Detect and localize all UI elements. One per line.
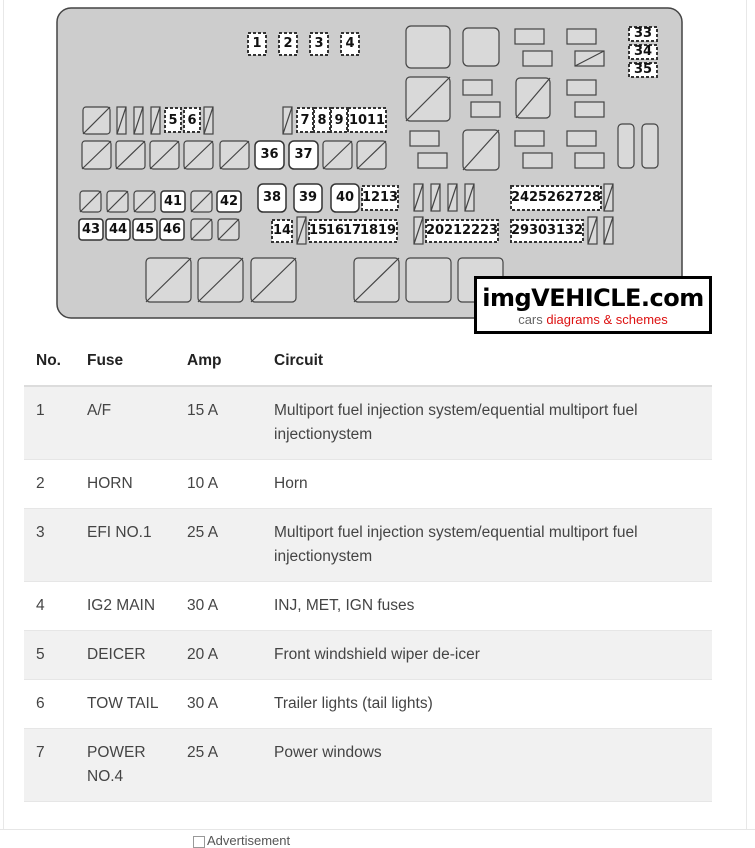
fuse-label-38: 38 <box>262 190 282 205</box>
fuse-label-20: 20 <box>426 223 445 238</box>
cell-circuit: INJ, MET, IGN fuses <box>262 582 712 631</box>
fuse-label-18: 18 <box>360 223 379 238</box>
cell-amp: 30 A <box>175 680 262 729</box>
cell-fuse: EFI NO.1 <box>75 509 175 582</box>
cell-amp: 20 A <box>175 631 262 680</box>
header-fuse: Fuse <box>75 337 175 386</box>
fuse-label-13: 13 <box>380 190 399 205</box>
fuse-label-2: 2 <box>283 36 293 51</box>
logo-title: imgVEHICLE.com <box>482 284 704 312</box>
table-row <box>24 509 712 582</box>
fuse-label-24: 24 <box>511 190 530 205</box>
logo-subtitle-cars: cars <box>518 312 543 327</box>
fuse-label-37: 37 <box>294 147 313 162</box>
cell-amp: 10 A <box>175 460 262 509</box>
fuse-label-23: 23 <box>480 223 499 238</box>
cell-amp: 25 A <box>175 729 262 802</box>
fuse-label-15: 15 <box>309 223 328 238</box>
fuse-label-31: 31 <box>547 223 566 238</box>
fuse-label-22: 22 <box>462 223 481 238</box>
table-row <box>24 680 712 729</box>
fuse-label-25: 25 <box>529 190 548 205</box>
advertisement-placeholder[interactable] <box>193 833 290 848</box>
fuse-label-8: 8 <box>317 113 327 128</box>
cell-amp: 25 A <box>175 509 262 582</box>
fuse-label-9: 9 <box>334 113 344 128</box>
cell-amp: 30 A <box>175 582 262 631</box>
header-amp: Amp <box>175 337 262 386</box>
fuse-label-11: 11 <box>367 113 386 128</box>
fuse-label-27: 27 <box>565 190 584 205</box>
fuse-table <box>24 337 712 802</box>
table-row <box>24 386 712 460</box>
cell-amp: 15 A <box>175 386 262 460</box>
fuse-label-39: 39 <box>298 190 318 205</box>
fuse-label-19: 19 <box>378 223 397 238</box>
fuse-label-7: 7 <box>300 113 310 128</box>
fuse-label-5: 5 <box>168 113 178 128</box>
cell-no: 4 <box>24 582 75 631</box>
cell-fuse: POWER NO.4 <box>75 729 175 802</box>
cell-no: 5 <box>24 631 75 680</box>
fuse-label-35: 35 <box>633 62 653 77</box>
fuse-label-41: 41 <box>163 194 183 209</box>
table-header-row <box>24 337 712 386</box>
fuse-label-3: 3 <box>314 36 324 51</box>
fuse-label-12: 12 <box>362 190 381 205</box>
fuse-label-44: 44 <box>108 222 128 237</box>
cell-no: 2 <box>24 460 75 509</box>
fuse-label-32: 32 <box>565 223 584 238</box>
fuse-label-43: 43 <box>81 222 101 237</box>
cell-fuse: DEICER <box>75 631 175 680</box>
cell-circuit: Front windshield wiper de-icer <box>262 631 712 680</box>
fuse-label-45: 45 <box>135 222 155 237</box>
header-circuit: Circuit <box>262 337 712 386</box>
logo-subtitle-rest: diagrams & schemes <box>546 312 668 327</box>
broken-image-icon <box>193 836 205 848</box>
fuse-label-4: 4 <box>345 36 355 51</box>
fuse-label-26: 26 <box>547 190 566 205</box>
cell-fuse: IG2 MAIN <box>75 582 175 631</box>
fuse-label-36: 36 <box>260 147 279 162</box>
advertisement-label: Advertisement <box>207 833 291 848</box>
table-row <box>24 460 712 509</box>
cell-no: 7 <box>24 729 75 802</box>
fuse-label-46: 46 <box>162 222 182 237</box>
ad-bar <box>0 829 755 845</box>
fuse-label-10: 10 <box>348 113 368 128</box>
fuse-label-30: 30 <box>529 223 548 238</box>
fuse-label-17: 17 <box>343 223 362 238</box>
cell-fuse: HORN <box>75 460 175 509</box>
fuse-label-42: 42 <box>219 194 239 209</box>
cell-fuse: A/F <box>75 386 175 460</box>
cell-fuse: TOW TAIL <box>75 680 175 729</box>
logo-subtitle <box>477 313 709 327</box>
fuse-label-34: 34 <box>633 44 653 59</box>
cell-no: 3 <box>24 509 75 582</box>
fuse-label-28: 28 <box>583 190 602 205</box>
fuse-label-33: 33 <box>633 26 653 41</box>
fuse-label-1: 1 <box>252 36 262 51</box>
fuse-label-29: 29 <box>511 223 530 238</box>
table-row <box>24 729 712 802</box>
fuse-label-6: 6 <box>187 113 197 128</box>
cell-circuit: Horn <box>262 460 712 509</box>
cell-no: 6 <box>24 680 75 729</box>
fuse-label-40: 40 <box>335 190 355 205</box>
table-row <box>24 631 712 680</box>
header-no: No. <box>24 337 75 386</box>
cell-circuit: Trailer lights (tail lights) <box>262 680 712 729</box>
table-row <box>24 582 712 631</box>
cell-circuit: Multiport fuel injection system/equential multiport fuel injectionystem <box>262 386 712 460</box>
fuse-label-21: 21 <box>444 223 463 238</box>
cell-circuit: Power windows <box>262 729 712 802</box>
cell-circuit: Multiport fuel injection system/equential multiport fuel injectionystem <box>262 509 712 582</box>
fuse-label-14: 14 <box>273 223 292 238</box>
watermark-logo <box>474 276 712 334</box>
cell-no: 1 <box>24 386 75 460</box>
fuse-label-16: 16 <box>326 223 345 238</box>
